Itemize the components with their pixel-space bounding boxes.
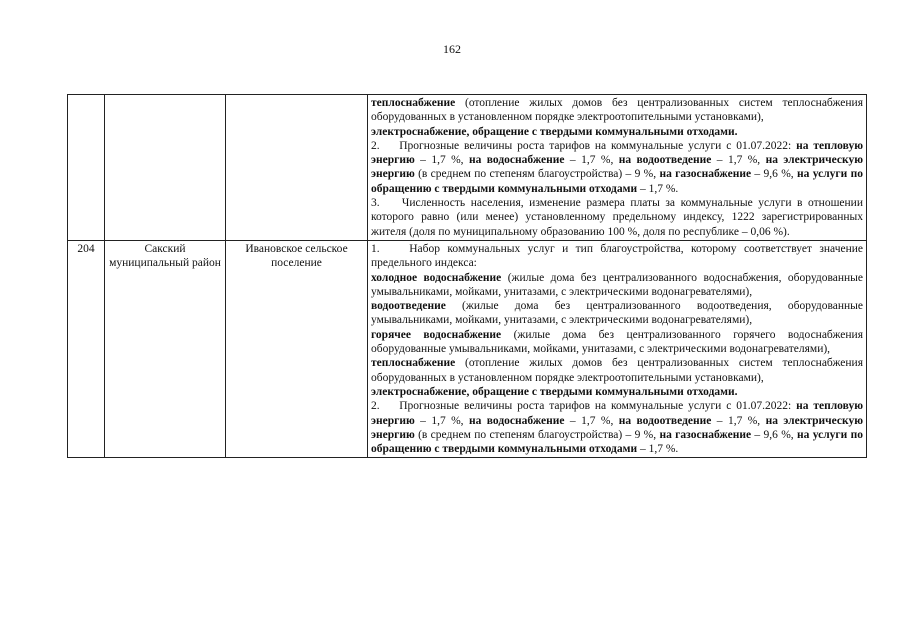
district-cell: [105, 95, 226, 241]
text-segment: – 1,7 %.: [637, 443, 679, 456]
row-number-cell: [68, 95, 105, 241]
description-paragraph: [371, 96, 863, 125]
bold-text-segment: на тепловую энергию: [371, 139, 864, 167]
bold-text-segment: на газоснабжение: [659, 168, 752, 181]
description-cell: [368, 95, 867, 241]
bold-text-segment: на водоотведение: [618, 414, 712, 427]
text-segment: – 1,7 %,: [414, 414, 469, 427]
bold-text-segment: на водоснабжение: [468, 154, 565, 167]
district-cell: Сакский муниципальный район: [105, 240, 226, 457]
text-segment: – 9,6 %,: [751, 428, 797, 441]
table-body: [68, 95, 867, 458]
text-segment: (отопление жилых домов без централизованных систем теплоснабжения оборудованных в установленном порядке электроотопительными установками),: [371, 357, 863, 384]
bold-text-segment: на электрическую энергию: [371, 414, 863, 441]
text-segment: – 1,7 %,: [564, 414, 619, 427]
text-segment: – 1,7 %,: [414, 154, 469, 167]
description-paragraph: [371, 399, 863, 456]
description-paragraph: [371, 356, 863, 385]
bold-text-segment: холодное водоснабжение: [371, 271, 502, 284]
text-segment: – 1,7 %.: [637, 182, 679, 195]
description-paragraph: [371, 242, 863, 271]
description-paragraph: [371, 328, 863, 357]
text-segment: 2. Прогнозные величины роста тарифов на коммунальные услуги с 01.07.2022:: [371, 400, 797, 413]
text-segment: – 1,7 %,: [711, 154, 766, 167]
text-segment: 3. Численность населения, изменение размера платы за коммунальные услуги в отношении которого равно (или менее) установленному предельному индексу, 1222 зарегистрированных жителя (доля по муниципальному образованию 100 %, доля по республике – 0,06 %).: [371, 197, 863, 238]
description-paragraph: [371, 299, 863, 328]
bold-text-segment: водоотведение: [371, 300, 446, 313]
description-paragraph: [371, 139, 863, 196]
page-number: 162: [443, 42, 461, 56]
bold-text-segment: теплоснабжение: [371, 97, 456, 109]
text-segment: – 9,6 %,: [751, 168, 797, 181]
bold-text-segment: на тепловую энергию: [371, 400, 864, 427]
text-segment: 2. Прогнозные величины роста тарифов на коммунальные услуги с 01.07.2022:: [371, 139, 797, 152]
bold-text-segment: теплоснабжение: [371, 357, 456, 370]
text-segment: – 1,7 %,: [564, 154, 619, 167]
description-paragraph: [371, 125, 863, 139]
text-segment: 1. Набор коммунальных услуг и тип благоустройства, которому соответствует значение предельного индекса:: [371, 242, 863, 270]
text-segment: (в среднем по степеням благоустройства) – 9 %,: [414, 428, 660, 441]
bold-text-segment: на водоотведение: [618, 154, 712, 167]
bold-text-segment: на водоснабжение: [468, 414, 565, 427]
settlement-cell: [226, 95, 368, 241]
row-number-cell: 204: [68, 240, 105, 457]
bold-text-segment: горячее водоснабжение: [371, 328, 502, 341]
text-segment: (жилые дома без централизованного водоснабжения, оборудованные умывальниками, мойками, унитазами, с электрическими водонагревателями),: [371, 271, 863, 298]
bold-text-segment: на газоснабжение: [659, 428, 752, 441]
bold-text-segment: на услуги по обращению с твердыми коммунальными отходами: [371, 428, 863, 456]
settlement-cell: Ивановское сельское поселение: [226, 240, 368, 457]
description-paragraph: [371, 196, 863, 239]
table-row: [68, 95, 867, 241]
text-segment: – 1,7 %,: [711, 414, 766, 427]
text-segment: (в среднем по степеням благоустройства) – 9 %,: [414, 168, 660, 181]
bold-text-segment: электроснабжение, обращение с твердыми коммунальными отходами.: [371, 385, 738, 398]
description-paragraph: [371, 385, 863, 399]
bold-text-segment: на услуги по обращению с твердыми коммунальными отходами: [371, 168, 863, 195]
table-row: [68, 240, 867, 457]
bold-text-segment: на электрическую энергию: [371, 154, 863, 181]
bold-text-segment: электроснабжение, обращение с твердыми коммунальными отходами.: [371, 125, 738, 138]
text-segment: (жилые дома без централизованного водоотведения, оборудованные умывальниками, мойками, унитазами, с электрическими водонагревателями),: [371, 300, 863, 327]
description-paragraph: [371, 271, 863, 300]
description-cell: [368, 240, 867, 457]
text-segment: (отопление жилых домов без централизованных систем теплоснабжения оборудованных в установленном порядке электроотопительными установками),: [371, 97, 863, 124]
text-segment: (жилые дома без централизованного горячего водоснабжения оборудованные умывальниками, мойками, унитазами, с электрическими водонагревателями),: [371, 328, 863, 356]
tariff-table: [67, 94, 867, 458]
